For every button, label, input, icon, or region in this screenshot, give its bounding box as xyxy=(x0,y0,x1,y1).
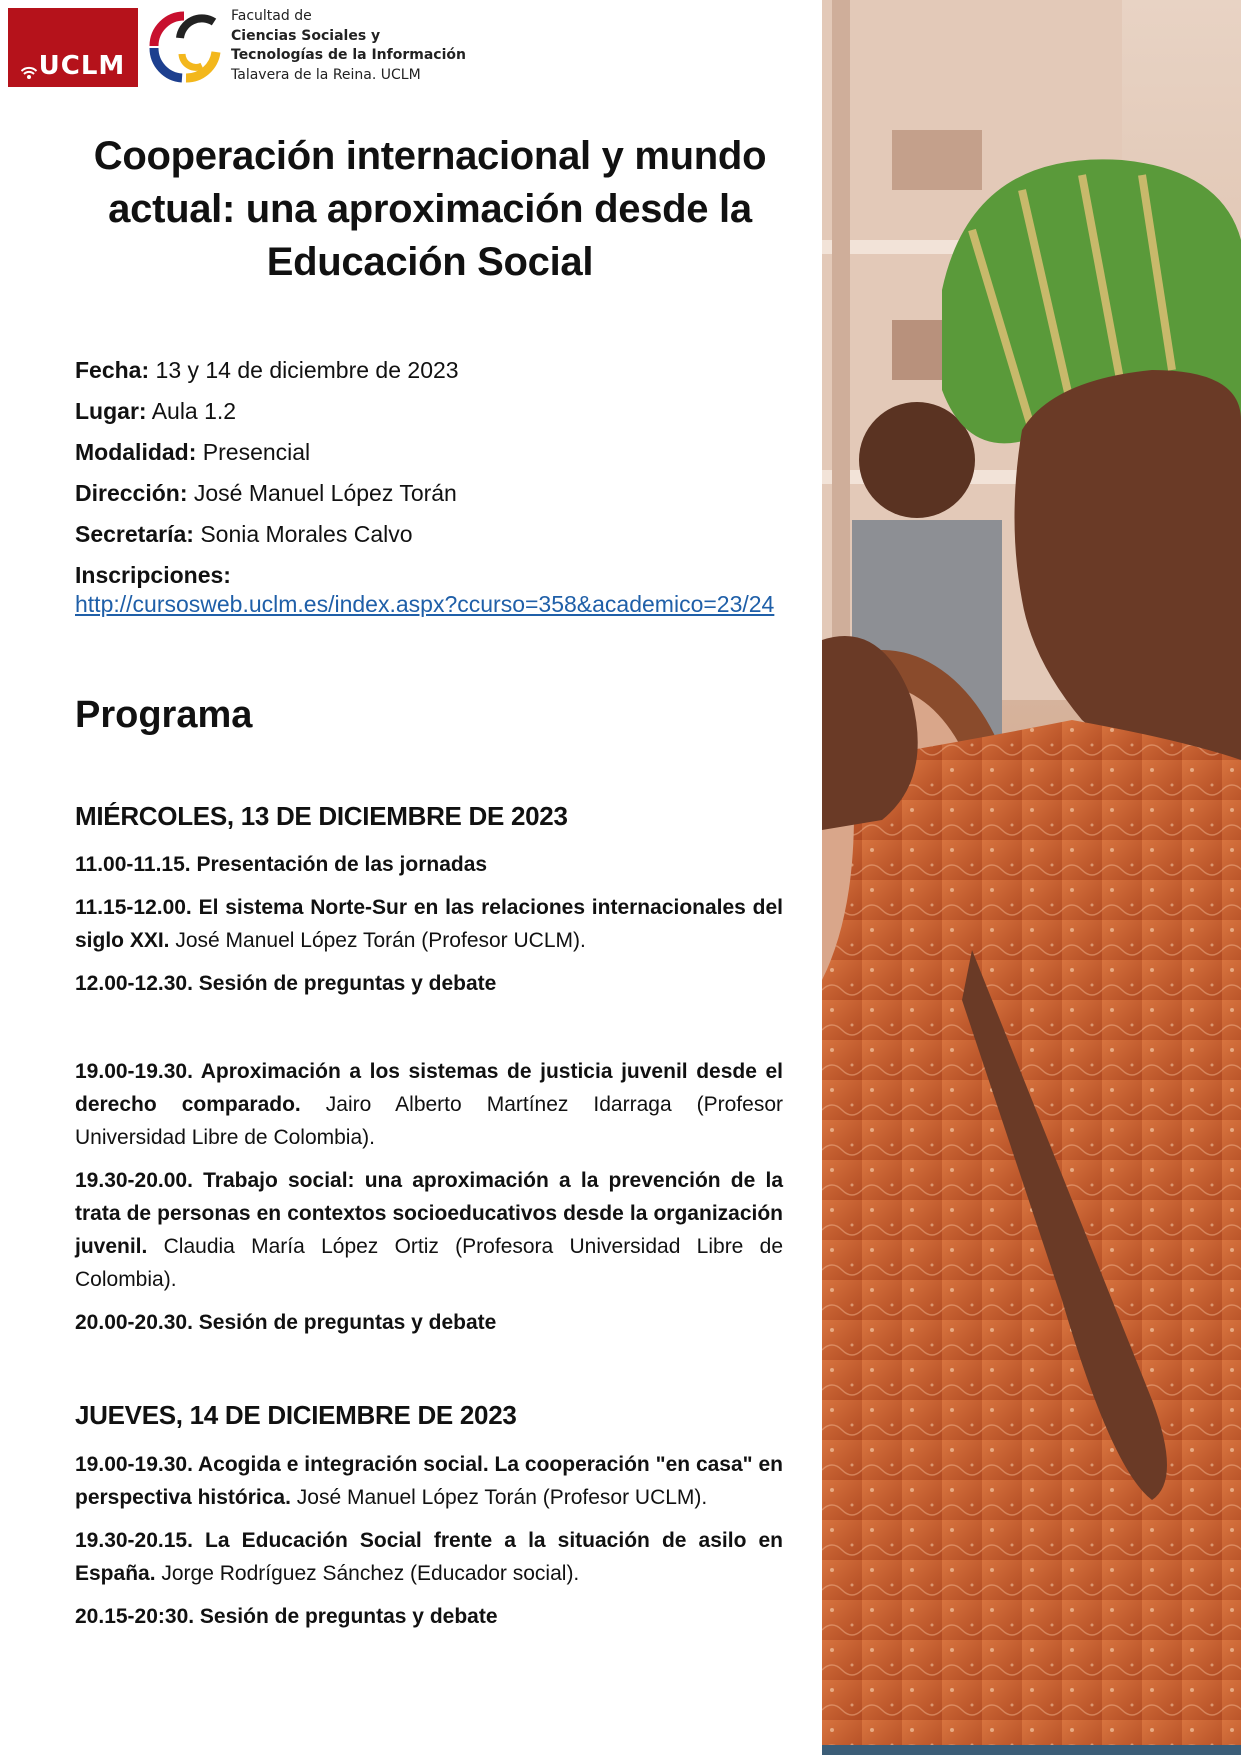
detail-label: Fecha: xyxy=(75,357,150,383)
session-item xyxy=(75,848,783,881)
session-speaker: José Manuel López Torán (Profesor UCLM). xyxy=(290,1486,708,1509)
session-title: 19.30-20.15. La Educación Social frente a la situación de asilo en España. xyxy=(75,1529,783,1585)
session-title: 20.15-20:30. Sesión de preguntas y debate xyxy=(75,1605,498,1628)
faculty-line: Talavera de la Reina. UCLM xyxy=(231,66,421,83)
session-title: 20.00-20.30. Sesión de preguntas y debate xyxy=(75,1311,497,1334)
day1-evening-sessions xyxy=(75,1055,783,1349)
title-line: Educación Social xyxy=(266,240,594,284)
detail-direccion xyxy=(75,479,795,507)
session-item xyxy=(75,1600,783,1633)
inscripciones-link[interactable]: http://cursosweb.uclm.es/index.aspx?ccurso=358&academico=23/24 xyxy=(75,591,775,617)
detail-modalidad xyxy=(75,438,795,466)
session-item xyxy=(75,1448,783,1514)
session-speaker: Jairo Alberto Martínez Idarraga (Profesor Universidad Libre de Colombia). xyxy=(75,1093,783,1149)
session-item xyxy=(75,891,783,957)
uclm-wifi-icon xyxy=(21,65,37,81)
detail-fecha xyxy=(75,356,795,384)
detail-value: Sonia Morales Calvo xyxy=(200,521,413,547)
session-speaker: José Manuel López Torán (Profesor UCLM). xyxy=(169,929,586,952)
detail-label: Dirección: xyxy=(75,480,188,506)
day1-heading: MIÉRCOLES, 13 DE DICIEMBRE DE 2023 xyxy=(75,801,568,831)
faculty-line: Facultad de xyxy=(231,8,312,24)
detail-label: Modalidad: xyxy=(75,439,197,465)
session-item xyxy=(75,1055,783,1154)
detail-value: Presencial xyxy=(202,439,311,465)
faculty-line: Tecnologías de la Información xyxy=(231,47,466,63)
uclm-logo-text: UCLM xyxy=(38,51,126,81)
cover-photo xyxy=(822,0,1241,1755)
faculty-logo-icon xyxy=(146,8,222,86)
session-speaker: Jorge Rodríguez Sánchez (Educador social). xyxy=(155,1562,580,1585)
session-title: 11.00-11.15. Presentación de las jornadas xyxy=(75,853,488,876)
session-title: 19.30-20.00. Trabajo social: una aproximación a la prevención de la trata de personas en contextos socioeducativos desde la organización juvenil. xyxy=(75,1169,783,1258)
day1-morning-sessions xyxy=(75,848,783,1010)
day2-heading: JUEVES, 14 DE DICIEMBRE DE 2023 xyxy=(75,1400,517,1430)
photo-illustration xyxy=(822,0,1241,1755)
session-title: 12.00-12.30. Sesión de preguntas y debate xyxy=(75,972,497,995)
detail-inscripciones xyxy=(75,561,795,619)
detail-secretaria xyxy=(75,520,795,548)
session-title: 19.00-19.30. Aproximación a los sistemas de justicia juvenil desde el derecho comparado. xyxy=(75,1060,783,1116)
detail-lugar xyxy=(75,397,795,425)
detail-label: Lugar: xyxy=(75,398,147,424)
session-item xyxy=(75,1524,783,1590)
title-line: Cooperación internacional y mundo xyxy=(93,134,767,178)
session-item xyxy=(75,967,783,1000)
detail-label: Secretaría: xyxy=(75,521,194,547)
session-item xyxy=(75,1306,783,1339)
event-details xyxy=(75,356,795,619)
title-line: actual: una aproximación desde la xyxy=(108,187,752,231)
session-title: 19.00-19.30. Acogida e integración social. La cooperación "en casa" en perspectiva histórica. xyxy=(75,1453,783,1509)
programa-heading: Programa xyxy=(75,694,253,736)
day2-sessions xyxy=(75,1448,783,1643)
detail-value: Aula 1.2 xyxy=(151,398,237,424)
detail-label: Inscripciones: xyxy=(75,562,231,588)
session-title: 11.15-12.00. El sistema Norte-Sur en las relaciones internacionales del siglo XXI. xyxy=(75,896,783,952)
faculty-name xyxy=(231,7,466,85)
page-title xyxy=(60,130,800,289)
detail-value: José Manuel López Torán xyxy=(193,480,457,506)
uclm-logo xyxy=(8,8,138,87)
session-speaker: Claudia María López Ortiz (Profesora Universidad Libre de Colombia). xyxy=(75,1235,783,1291)
faculty-line: Ciencias Sociales y xyxy=(231,27,381,44)
session-item xyxy=(75,1164,783,1296)
detail-value: 13 y 14 de diciembre de 2023 xyxy=(155,357,459,383)
